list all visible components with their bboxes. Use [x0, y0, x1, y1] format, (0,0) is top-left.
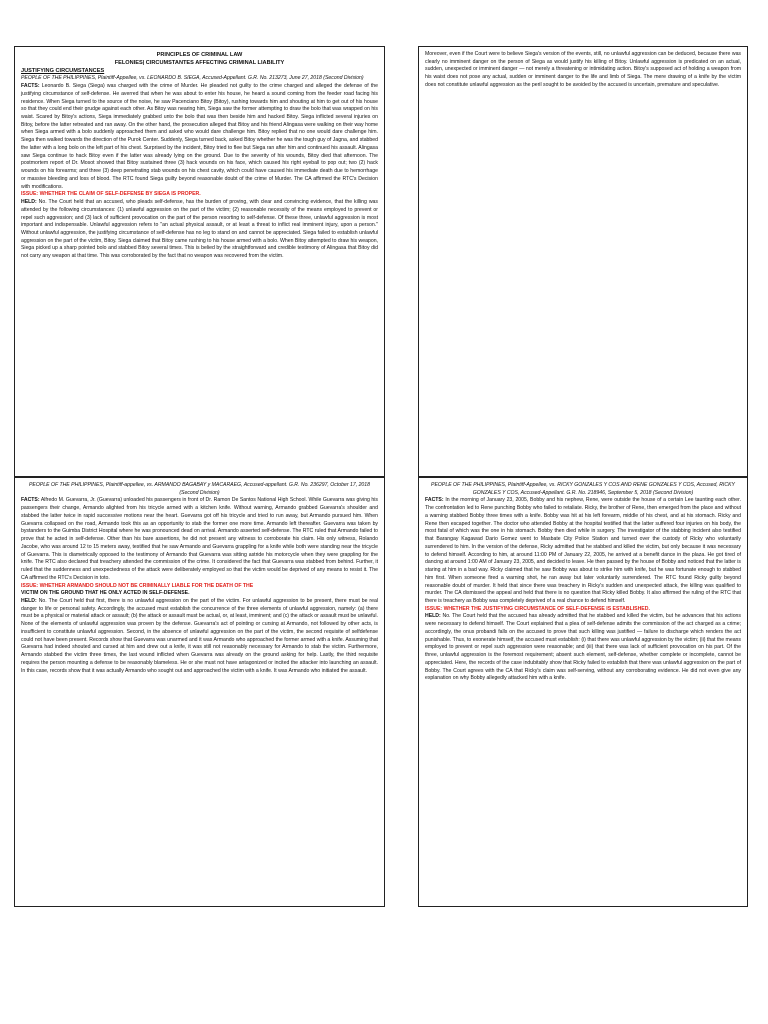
- issue-heading: ISSUE: WHETHER THE CLAIM OF SELF-DEFENSE BY SIEGA IS PROPER.: [21, 191, 201, 198]
- document-subtitle: FELONIES| CIRCUMSTANTES AFFECTING CRIMINAL LIABILITY: [114, 60, 285, 67]
- held-paragraph: [425, 613, 741, 683]
- facts-text: Alfredo M. Guevarra, Jr. (Guevarra) unloaded his passengers in front of Dr. Ramon De Santos National High School. While Guevarra was giving his passengers their change, Armando alighted from his tricycle armed with a kitchen knife. Without warning, Armando grabbed Guevarra's shoulder and stabbed the latter twice in rapid successive motions near the heart. Guevarra got off his tricycle and tried to run away, but Armando pursued him. When Guevarra collapsed on the road, Armando took this as an opportunity to stab the former one more time. Armando left thereafter. Guevarra was taken by bystanders to the Guimba District Hospital where he was pronounced dead on arrival. Armando asserted self-defense. The RTC ruled that Armando failed to prove that he acted in self-defense. Other than his bare assertions, he did not present any witness to corroborate his claim. His only witness, Rolando Jacobe, who was around 12 to 15 meters away, testified that he saw Armando and Guevarra grappling for a knife while both were standing near the tricycle of Guevarra. This is diametrically opposed to the testimony of Armando that Guevarra was sitting astride his motorcycle when they were grappling for the knife. The RTC also declared that treachery attended the commission of the crime. It considered the fact that Guevarra was stabbed from behind. Further, it ruled that the suddenness and unexpectedness of the attack were deliberately employed so that the victim would be deprived of any means to resist it. The CA affirmed the RTC's Decision in toto.: [21, 497, 378, 581]
- continued-paragraph: Moreover, even if the Court were to believe Siega's version of the events, still, no unlawful aggression can be deduced, because there was clearly no imminent danger on the person of Siega as would justify his killing of Bitoy. Unlawful aggression is predicated on an actual, sudden, unexpected or imminent danger — not merely a threatening or intimidating action. Bitoy's supposed act of holding a weapon from his waist does not pose any actual, sudden or imminent danger to the life and limb of Siega. The mere drawing of a knife by the victim does not constitute unlawful aggression as the peril sought to be avoided by the accused is uncertain, premature and speculative.: [425, 51, 741, 88]
- document-title: PRINCIPLES OF CRIMINAL LAW: [156, 52, 243, 58]
- issue-heading: ISSUE: WHETHER ARMANDO SHOULD NOT BE CRIMINALLY LIABLE FOR THE DEATH OF THE: [21, 582, 254, 589]
- case-card-siega-continued: [418, 46, 748, 477]
- case-caption: PEOPLE OF THE PHILIPPINES, Plaintiff-Appellee, vs. RICKY GONZALES Y COS AND RENE GONZALES Y COS, Accused, RICKY GONZALES Y COS, Accused-Appellant. G.R. No. 218946, September 5, 2018 (Second Division): [431, 482, 735, 496]
- case-card-siega: [14, 46, 385, 477]
- held-text: No. The Court held that an accused, who pleads self-defense, has the burden of proving, with clear and convincing evidence, that the killing was attended by the following circumstances: (1) unlawful aggression on the part of the victim; (2) reasonable necessity of the means employed to prevent or repel such aggression; and (3) lack of sufficient provocation on the part of the person resorting to self-defense. Of these three, unlawful aggression is most important and indispensable. Unlawful aggression refers to "an actual physical assault, or at least a threat to inflict real imminent injury, upon a person." Without unlawful aggression, the justifying circumstance of self-defense has no leg to stand on and cannot be appreciated. Siega failed to establish unlawful aggression on the part of the victim, Bitoy. Siega claimed that Bitoy came rushing to his house armed with a bolo. When Bitoy attempted to draw his weapon, Siega picked up a sharp pointed bolo and stabbed Bitoy several times. This is belied by the straightforward and credible testimony of Alingasa that Bitoy did not carry any weapon at that time. This was corroborated by the fact that no weapon was recovered from the victim.: [21, 199, 378, 260]
- held-label: HELD:: [21, 598, 37, 605]
- case-caption: PEOPLE OF THE PHILIPPINES, Plaintiff-Appellee, vs. LEONARDO B. SIEGA, Accused-Appellant. G.R. No. 213273, June 27, 2018 (Second Division): [21, 75, 364, 82]
- held-label: HELD:: [425, 613, 441, 620]
- held-paragraph: [21, 199, 378, 261]
- facts-paragraph: [21, 497, 378, 582]
- held-paragraph: [21, 598, 378, 675]
- facts-label: FACTS:: [21, 83, 40, 90]
- held-text: No. The Court held that the accused has already admitted that he stabbed and killed the victim, but he advances that his actions were necessary to defend himself. The Court explained that a plea of self-defense admits the commission of the act charged as a crime; accordingly, the onus probandi falls on the accused to prove that such killing was justified — failure to discharge which renders the act punishable. Thus, to exonerate himself, the accused must establish: (i) that there was unlawful aggression by the victim; (ii) that the means employed to prevent or repel such aggression were reasonable; and (iii) that there was lack of sufficient provocation on his part. Of the three, unlawful aggression is the foremost requirement; absent such element, self-defense, whether complete or incomplete, cannot be appreciated. Here, the records of the case indubitably show that Ricky failed to establish that there was unlawful aggression on the part of Bobby. The Court agrees with the CA that Ricky's claim was self-serving, without any corroborating evidence. He did not even give any explanation on why Bobby allegedly attacked him with a knife.: [425, 613, 741, 682]
- facts-text: Leonardo B. Siega (Siega) was charged with the crime of Murder. He pleaded not guilty to the crime charged and alleged the defense of the justifying circumstance of self-defense. He averred that when he was about to enter his house, he heard a sound coming from the feeder road facing his residence. When Siega turned to the source of the noise, he saw Pacenciano Bitoy (Bitoy), rushing towards him and shouting at him to get out of his house so that they could end their grudge against each other. As Bitoy was nearing him, Siega saw the former attempting to draw the bolo that was wrapped on his waist. Scared by Bitoy's actions, Siega immediately grabbed unto the bolo that was then beside him and hacked Bitoy. Siega inflicted several injuries on Bitoy, before the latter retreated and ran away. On the other hand, the prosecution alleged that Bitoy and his friend Alingasa were walking on their way home when Siega armed with a bolo suddenly approached them and asked who would dare challenge him. Bitoy replied that no one would dare challenge him. Siega then walked towards the direction of the Purok Center. Suddenly, Siega turned back, asked Bitoy whether he was the tough guy of Jagna, and stabbed the latter with a long bolo on the left part of his chest. Surprised by the incident, Bitoy tried to flee but Siega ran after him and continued his assault. Alingasa saw Siega continue to hack Bitoy even if the latter was already lying on the ground. Due to the severity of his wounds, Bitoy died that afternoon. The postmortem report of Dr. Mosot showed that Bitoy sustained three (3) hack wounds on his face, which caused his right eyeball to pop out; two (2) hack wounds on his forearms; and three (3) deep penetrating stab wounds on his chest cavity, which could have caused his immediate death due to hemorrhage or massive bleeding and loss of blood. The RTC found Siega guilty beyond reasonable doubt of the crime of Murder. The CA affirmed the RTC's Decision with modifications.: [21, 83, 379, 190]
- held-text: No. The Court held that first, there is no unlawful aggression on the part of the victim. For unlawful aggression to be present, there must be real danger to life or personal safety. Accordingly, the accused must establish the concurrence of the three elements of unlawful aggression, namely: (a) there must be a physical or material attack or assault; (b) the attack or assault must be actual, or, at least, imminent; and (c) the attack or assault must be unlawful. None of the elements of unlawful aggression was proven by the defense. Guevarra's act of pointing or cursing at Armando, not followed by other acts, is insufficient to constitute unlawful aggression. Second, in the absence of unlawful aggression on the part of the victim, the second requisite of selfdefense could not have been present. Records show that Guevarra was unarmed and it was Armando who approached the former armed with a knife. Assuming that Guevarra had indeed shouted and cursed at him and drew out a knife, it was still not reasonably necessary for Armando to stab the victim. Furthermore, Armando stabbed the victim three times, the last wound inflicted when Guevarra was already on the ground asking for help. Lastly, the third requisite requires the person mounting a defense to be reasonably blameless. He or she must not have antagonized or incited the attacker into launching an assault. In this case, records show that it was actually Armando who sought out and approached the victim with a knife. It was Armando who initiated the assault.: [21, 598, 379, 674]
- facts-paragraph: [21, 83, 378, 191]
- issue-heading-continued: VICTIM ON THE GROUND THAT HE ONLY ACTED IN SELF-DEFENSE.: [21, 590, 190, 597]
- case-card-gonzales: [418, 477, 748, 907]
- facts-label: FACTS:: [425, 497, 444, 504]
- issue-heading: ISSUE: WHETHER THE JUSTIFYING CIRCUMSTANCE OF SELF-DEFENSE IS ESTABLISHED.: [425, 605, 650, 612]
- facts-paragraph: [425, 497, 741, 605]
- section-heading: JUSTIFYING CIRCUMSTANCES: [21, 68, 105, 75]
- facts-label: FACTS:: [21, 497, 40, 504]
- case-caption: PEOPLE OF THE PHILIPPINES, Plaintiff-appellee, vs. ARMANDO BAGABAY y MACARAEG, Accused-appellant. G.R. No. 236297, October 17, 2018 (Second Division): [28, 482, 371, 496]
- case-card-bagabay: [14, 477, 385, 907]
- facts-text: In the morning of January 23, 2005, Bobby and his nephew, Rene, were outside the house of a certain Lee taunting each other. The confrontation led to Rene punching Bobby who failed to retaliate. Ricky, the brother of Rene, then emerged from the place and without a warning stabbed Bobby three times with a knife. Bobby was hit at his left forearm, middle of his chest, and at his stomach. Ricky and Rene then escaped together. The doctor who attended Bobby at the hospital testified that the latter suffered four injuries on his body, the most fatal of which was the one in his stomach. Bobby then died while in surgery. The investigator of the stabbing incident also testified that Barangay Kagawad Dario Gomez went to Masbate City Police Station and turned over the custody of Ricky who voluntarily surrendered to him. In the version of the defense, Ricky admitted that he stabbed and killed the victim, but only because it was necessary to defend himself. According to him, at around 11:00 PM of January 22, 2005, he arrived at a benefit dance in the plaza. He got tired of dancing at around 1:00 AM of January 23, 2005, and decided to leave. He then passed by the house of Bobby and noticed that the latter is staring at him in a bad way. Ricky claimed that he saw Bobby was about to strike him with knife, but he was fortunate enough to stabbed him first. When someone fired a warning shot, he ran away but later voluntarily surrendered. The RTC found Ricky guilty beyond reasonable doubt of murder. It held that since there was treachery in Ricky's sudden and unexpected attack, the killing was qualified to murder. The CA dismissed the appeal and held that there is no question that Ricky killed Bobby. It also affirmed the ruling of the RTC that there is treachery as Bobby was completely deprived of a real chance to defend himself.: [425, 497, 741, 605]
- held-label: HELD:: [21, 199, 37, 206]
